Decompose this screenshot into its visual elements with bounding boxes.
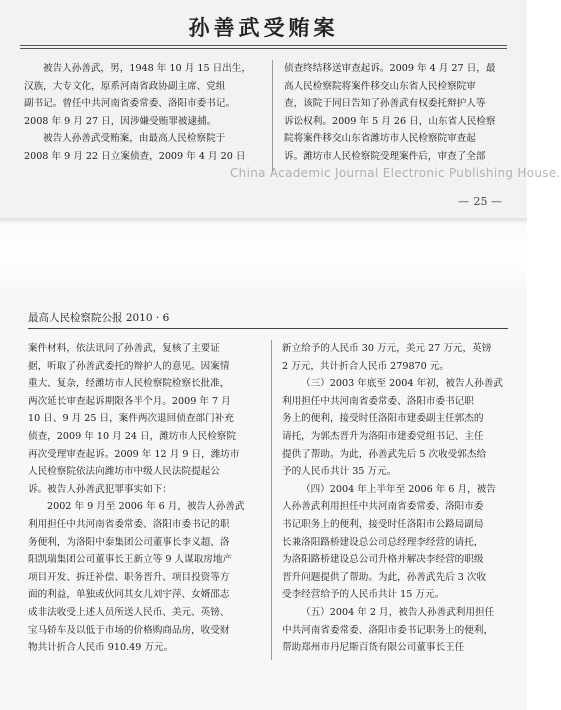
text-line: 查，该院于同日告知了孙善武有权委托辩护人等 (284, 98, 486, 110)
text-line: 被告人孙善武受贿案，由最高人民检察院于 (43, 133, 226, 145)
text-line: 人孙善武利用担任中共河南省委常委、洛阳市委 (282, 501, 484, 513)
text-line: 物共计折合人民币 910.49 万元。 (28, 642, 174, 654)
journal-header: 最高人民检察院公报 2010 · 6 (28, 312, 170, 324)
text-line: 受李经营给予的人民币共计 15 万元。 (282, 589, 445, 601)
column-divider (271, 340, 272, 660)
page-number: — 25 — (458, 195, 503, 208)
text-line: 面的利益，单独或伙同其女儿刘宇萍、女婿邵志 (28, 589, 230, 601)
text-line: （四）2004 年上半年至 2006 年 6 月，被告 (301, 483, 496, 495)
text-line: 副书记。曾任中共河南省委常委、洛阳市委书记。 (24, 98, 236, 110)
text-line: 被告人孙善武，男，1948 年 10 月 15 日出生， (43, 63, 251, 74)
text-line: 2 万元，共计折合人民币 279870 元。 (282, 360, 450, 372)
text-line: 高人民检察院将案件移交山东省人民检察院审 (284, 80, 476, 92)
current-page-scan (0, 294, 527, 710)
text-line: 为洛阳路桥建设总公司升格并解决李经营的职级 (282, 554, 484, 566)
text-line: 务便利，为洛阳中泰集团公司董事长李义超、洛 (28, 536, 230, 548)
text-line: 晋升问题提供了帮助。为此，孙善武先后 3 次收 (282, 571, 487, 583)
text-line: 两次延长审查起诉期限各半个月。2009 年 7 月 (28, 395, 231, 407)
text-line: 新立给予的人民币 30 万元，美元 27 万元，英镑 (282, 343, 492, 354)
text-line: 帮助郑州市丹尼斯百货有限公司董事长王任 (282, 642, 465, 654)
text-line: 诉讼权利。2009 年 5 月 26 日，山东省人民检察 (284, 115, 496, 127)
text-line: 据，听取了孙善武委托的辩护人的意见。因案情 (28, 360, 230, 372)
text-line: 侦查，2009 年 10 月 24 日，潍坊市人民检察院 (28, 430, 236, 442)
text-line: 案件材料，依法讯问了孙善武，复核了主要证 (28, 343, 220, 354)
text-line: 2002 年 9 月至 2006 年 6 月，被告人孙善武 (47, 501, 245, 513)
text-line: 再次受理审查起诉。2009 年 12 月 9 日，潍坊市 (28, 448, 240, 460)
text-line: 诉。潍坊市人民检察院受理案件后，审查了全部 (284, 150, 486, 162)
text-line: 宝马轿车及以低于市场的价格购商品房，收受财 (28, 624, 230, 636)
text-line: 项目开发、拆迁补偿、职务晋升、项目投资等方 (28, 571, 230, 583)
previous-page-scan (0, 0, 561, 218)
article-title: 孙善武受贿案 (188, 15, 339, 40)
text-line: 长兼洛阳路桥建设总公司总经理李经营的请托， (282, 536, 484, 548)
text-line: 务上的便利，接受时任洛阳市建委副主任郭杰的 (282, 413, 484, 425)
text-line: 重大、复杂，经潍坊市人民检察院检察长批准， (28, 378, 230, 390)
header-rule (28, 328, 508, 329)
text-line: 中共河南省委常委、洛阳市委书记职务上的便利， (282, 624, 494, 636)
bottom-left-column (28, 340, 245, 657)
text-line: 阳凯瑞集团公司董事长王新立等 9 人谋取房地产 (28, 554, 233, 566)
text-line: 提供了帮助。为此，孙善武先后 5 次收受郭杰给 (282, 448, 487, 460)
text-line: 汉族，大专文化，原系河南省政协副主席、党组 (24, 80, 226, 92)
text-line: 书记职务上的便利，接受时任洛阳市公路局副局 (282, 518, 484, 530)
bottom-right-column (282, 340, 503, 657)
text-line: 诉。被告人孙善武犯罪事实如下： (28, 483, 172, 495)
text-line: 侦查终结移送审查起诉。2009 年 4 月 27 日，最 (284, 63, 496, 74)
text-line: 2008 年 9 月 27 日，因涉嫌受贿罪被逮捕。 (24, 115, 217, 127)
title-rule-bottom (20, 48, 507, 49)
text-line: 请托，为郭杰晋升为洛阳市建委党组书记、主任 (282, 430, 484, 442)
text-line: 10 日、9 月 25 日，案件两次退回侦查部门补充 (28, 413, 234, 425)
text-line: 2008 年 9 月 22 日立案侦查，2009 年 4 月 20 日 (24, 150, 246, 162)
title-rule-top (20, 45, 507, 46)
page-gap (0, 218, 527, 294)
top-right-column (284, 60, 495, 166)
text-line: 成非法收受上述人员所送人民币、美元、英镑、 (28, 606, 230, 618)
text-line: 人民检察院依法向潍坊市中级人民法院提起公 (28, 466, 220, 478)
text-line: （三）2003 年底至 2004 年初，被告人孙善武 (301, 378, 503, 390)
text-line: 利用担任中共河南省委常委、洛阳市委书记的职 (28, 518, 230, 530)
page-number-value: 25 (473, 195, 488, 208)
publisher-watermark: China Academic Journal Electronic Publishing House. (230, 166, 561, 180)
text-line: 予的人民币共计 35 万元。 (282, 466, 397, 478)
top-left-column (24, 60, 251, 166)
text-line: 院将案件移交山东省潍坊市人民检察院审查起 (284, 133, 476, 145)
column-divider (272, 60, 273, 172)
text-line: 利用担任中共河南省委常委、洛阳市委书记职 (282, 395, 474, 407)
text-line: （五）2004 年 2 月，被告人孙善武利用担任 (301, 606, 495, 618)
